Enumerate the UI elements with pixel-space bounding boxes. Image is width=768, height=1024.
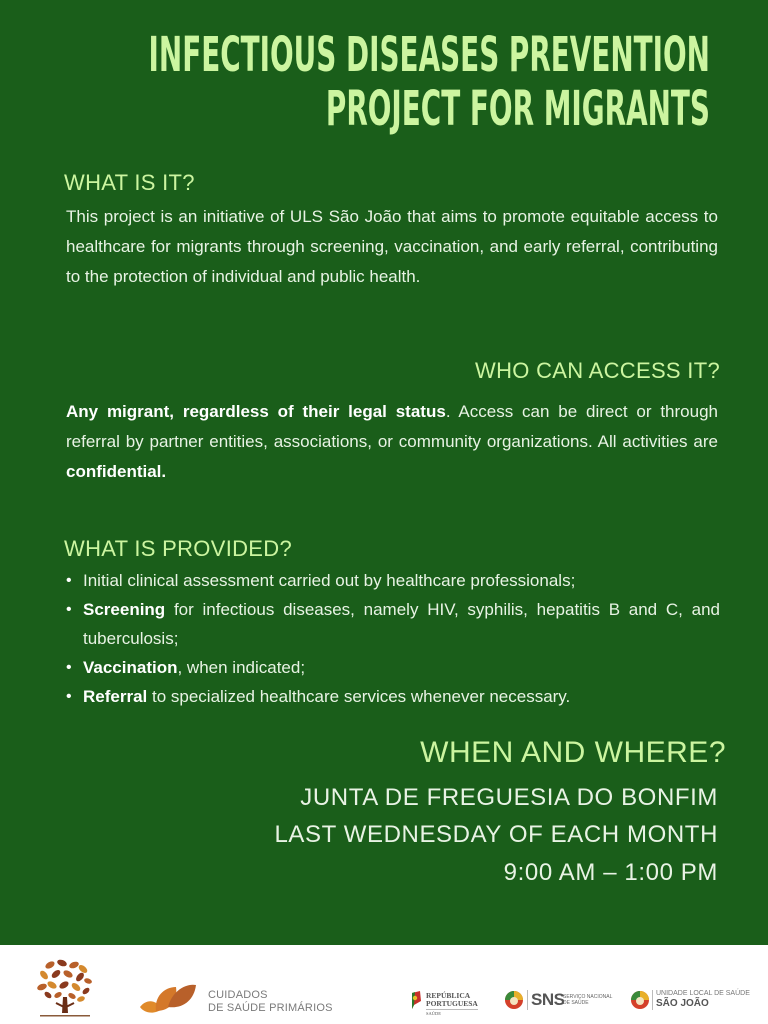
title-line-2: PROJECT FOR MIGRANTS <box>325 81 710 137</box>
time-text: 9:00 AM – 1:00 PM <box>503 859 718 886</box>
list-item: • Referral to specialized healthcare services whenever necessary. <box>66 682 720 711</box>
what-is-it-body: This project is an initiative of ULS São João that aims to promote equitable access to healthcare for migrants through screening, vaccination, and early referral, contributing to the protection of individual and public health. <box>66 207 718 286</box>
list-item: • Initial clinical assessment carried out by healthcare professionals; <box>66 566 720 595</box>
list-item: • Screening for infectious diseases, namely HIV, syphilis, hepatitis B and C, and tuberculosis; <box>66 595 720 653</box>
sns-logo-icon <box>504 990 524 1010</box>
services-list <box>66 566 720 711</box>
when-where-heading: WHEN AND WHERE? <box>420 736 726 769</box>
what-is-provided-heading: WHAT IS PROVIDED? <box>64 536 292 561</box>
eligibility-bold: Any migrant, regardless of their legal status <box>66 402 446 421</box>
page-title <box>149 28 710 136</box>
who-can-access-heading: WHO CAN ACCESS IT? <box>475 358 720 383</box>
schedule-text: LAST WEDNESDAY OF EACH MONTH <box>274 821 718 848</box>
confidential-bold: confidential. <box>66 462 167 481</box>
access-text: . Access can be direct or through referral by partner entities, associations, or community organizations. All activities are <box>66 402 718 451</box>
what-is-it-heading: WHAT IS IT? <box>64 170 195 195</box>
republica-flag-icon <box>410 991 422 1009</box>
csp-text: CUIDADOS DE SAÚDE PRIMÁRIOS <box>208 989 333 1014</box>
csp-leaf-logo-icon <box>136 981 198 1017</box>
list-item: • Vaccination, when indicated; <box>66 653 720 682</box>
republica-text: REPÚBLICA PORTUGUESA SAÚDE <box>426 991 478 1016</box>
footer-logos <box>0 945 768 1024</box>
sns-text: SERVIÇO NACIONAL DE SAÚDE <box>563 994 613 1006</box>
location-text: JUNTA DE FREGUESIA DO BONFIM <box>300 784 718 811</box>
uls-logo-icon <box>630 990 650 1010</box>
who-can-access-body <box>66 397 718 487</box>
uls-text: UNIDADE LOCAL DE SAÚDE SÃO JOÃO <box>656 990 750 1009</box>
uls-divider <box>652 990 653 1010</box>
sns-divider <box>527 990 528 1010</box>
sns-short: SNS <box>531 990 565 1009</box>
title-line-1: INFECTIOUS DISEASES PREVENTION <box>148 27 710 83</box>
tree-logo-icon <box>36 957 94 1019</box>
